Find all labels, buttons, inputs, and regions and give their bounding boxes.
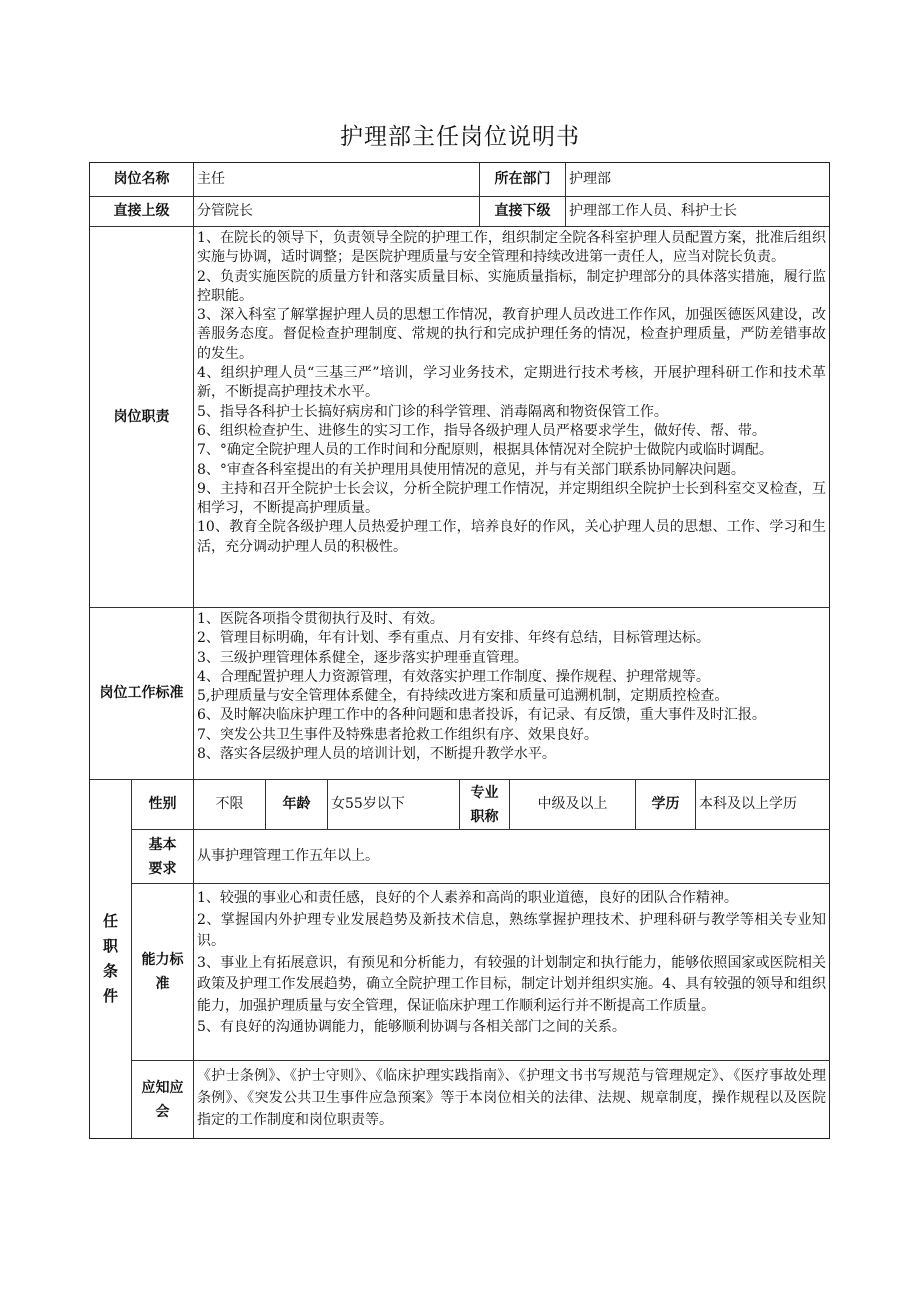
duty-item: 2、负责实施医院的质量方针和落实质量目标、实施质量指标，制定护理部分的具体落实措施，履行监控职能。: [197, 268, 826, 304]
standard-item: 7、突发公共卫生事件及特殊患者抢救工作组织有序、效果良好。: [197, 726, 598, 743]
position-name-value: 主任: [194, 163, 480, 197]
duty-item: 6、组织检查护生、进修生的实习工作，指导各级护理人员严格要求学生，做好传、帮、带。: [197, 422, 766, 439]
qualifications-label: [90, 780, 132, 1138]
basic-requirements-label: [132, 830, 194, 884]
required-knowledge-text: 《护士条例》、《护士守则》、《临床护理实践指南》、《护理文书书写规范与管理规定》、《医疗事故处理条例》、《突发公共卫生事件应急预案》等于本岗位相关的法律、法规、规章制度，操作规程以及医院指定的工作制度和岗位职责等。: [197, 1068, 826, 1128]
duty-item: 7、°确定全院护理人员的工作时间和分配原则，根据具体情况对全院护士做院内或临时调配。: [197, 442, 773, 459]
required-knowledge-label: [132, 1061, 194, 1138]
duties-label: 岗位职责: [90, 227, 194, 608]
direct-superior-value: 分管院长: [194, 197, 480, 227]
duty-item: 4、组织护理人员“三基三严”培训，学习业务技术，定期进行技术考核，开展护理科研工作和技术革新，不断提高护理技术水平。: [197, 365, 826, 401]
standard-item: 6、及时解决临床护理工作中的各种问题和患者投诉，有记录、有反馈，重大事件及时汇报。: [197, 707, 766, 724]
qualifications-label-char: 件: [102, 987, 118, 1005]
required-knowledge-label-line: 会: [155, 1103, 170, 1120]
ability-item: 3、事业上有拓展意识，有预见和分析能力，有较强的计划制定和执行能力，能够依照国家或医院相关政策及护理工作发展趋势，确立全院护理工作目标，制定计划并组织实施。4、具有较强的领导和组织能力，加强护理质量与安全管理，保证临床护理工作顺利运行并不断提高工作质量。: [197, 954, 826, 1014]
professional-title-label: [460, 780, 510, 830]
duty-item: 10、教育全院各级护理人员热爱护理工作，培养良好的作风，关心护理人员的思想、工作、学习和生活，充分调动护理人员的积极性。: [197, 519, 826, 555]
ability-item: 1、较强的事业心和责任感，良好的个人素养和高尚的职业道德，良好的团队合作精神。: [197, 890, 738, 906]
work-standards-list: [194, 608, 830, 780]
duty-item: 8、°审查各科室提出的有关护理用具使用情况的意见，并与有关部门联系协同解决问题。: [197, 461, 745, 478]
ability-standards-label: [132, 884, 194, 1061]
qualifications-label-char: 职: [102, 937, 118, 955]
ability-item: 5、有良好的沟通协调能力，能够顺利协调与各相关部门之间的关系。: [197, 1019, 626, 1035]
duty-item: 3、深入科室了解掌握护理人员的思想工作情况，教育护理人员改进工作作风，加强医德医风建设，改善服务态度。督促检查护理制度、常规的执行和完成护理任务的情况，检查护理质量，严防差错事故的发生。: [197, 307, 826, 362]
duty-item: 5、指导各科护士长搞好病房和门诊的科学管理、消毒隔离和物资保管工作。: [197, 403, 668, 420]
standard-item: 8、落实各层级护理人员的培训计划，不断提升教学水平。: [197, 746, 556, 763]
standard-item: 5,护理质量与安全管理体系健全，有持续改进方案和质量可追溯机制，定期质控检查。: [197, 688, 729, 705]
professional-title-label-line: 职称: [470, 808, 499, 825]
page-title: 护理部主任岗位说明书: [340, 124, 580, 150]
ability-standards-label-line: 准: [155, 976, 170, 992]
required-knowledge-label-line: 应知应: [141, 1079, 184, 1096]
required-knowledge-value: [194, 1061, 830, 1138]
duty-item: 1、在院长的领导下，负责领导全院的护理工作，组织制定全院各科室护理人员配置方案，批准后组织实施与协调，适时调整；是医院护理质量与安全管理和持续改进第一责任人，应当对院长负责。: [197, 230, 826, 266]
position-name-label: 岗位名称: [90, 163, 194, 197]
age-value: 女55岁以下: [328, 780, 460, 830]
qualifications-label-char: 条: [102, 962, 118, 980]
professional-title-value: 中级及以上: [510, 780, 636, 830]
department-value: 护理部: [566, 163, 830, 197]
ability-item: 2、掌握国内外护理专业发展趋势及新技术信息，熟练掌握护理技术、护理科研与教学等相关专业知识。: [197, 911, 826, 949]
education-value: 本科及以上学历: [696, 780, 830, 830]
direct-superior-label: 直接上级: [90, 197, 194, 227]
standard-item: 3、三级护理管理体系健全，逐步落实护理垂直管理。: [197, 649, 528, 666]
basic-requirements-label-line: 要求: [148, 860, 177, 877]
department-label: 所在部门: [480, 163, 566, 197]
qualifications-label-char: 任: [102, 912, 118, 930]
professional-title-label-line: 专业: [470, 784, 499, 801]
ability-standards-label-line: 能力标: [141, 952, 184, 968]
standard-item: 1、医院各项指令贯彻执行及时、有效。: [197, 611, 444, 627]
gender-label: 性别: [132, 780, 194, 830]
basic-requirements-value: 从事护理管理工作五年以上。: [194, 830, 830, 884]
age-label: 年龄: [266, 780, 328, 830]
work-standards-label: 岗位工作标准: [90, 608, 194, 780]
gender-value: 不限: [194, 780, 266, 830]
education-label: 学历: [636, 780, 696, 830]
direct-subordinate-value: 护理部工作人员、科护士长: [566, 197, 830, 227]
ability-standards-list: [194, 884, 830, 1061]
direct-subordinate-label: 直接下级: [480, 197, 566, 227]
job-description-table: [89, 162, 830, 1139]
duty-item: 9、主持和召开全院护士长会议，分析全院护理工作情况，并定期组织全院护士长到科室交叉检查，互相学习，不断提高护理质量。: [197, 480, 826, 517]
standard-item: 2、管理目标明确，年有计划、季有重点、月有安排、年终有总结，目标管理达标。: [197, 630, 710, 647]
basic-requirements-label-line: 基本: [148, 836, 177, 853]
standard-item: 4、合理配置护理人力资源管理，有效落实护理工作制度、操作规程、护理常规等。: [197, 668, 710, 685]
duties-list: [194, 227, 830, 608]
